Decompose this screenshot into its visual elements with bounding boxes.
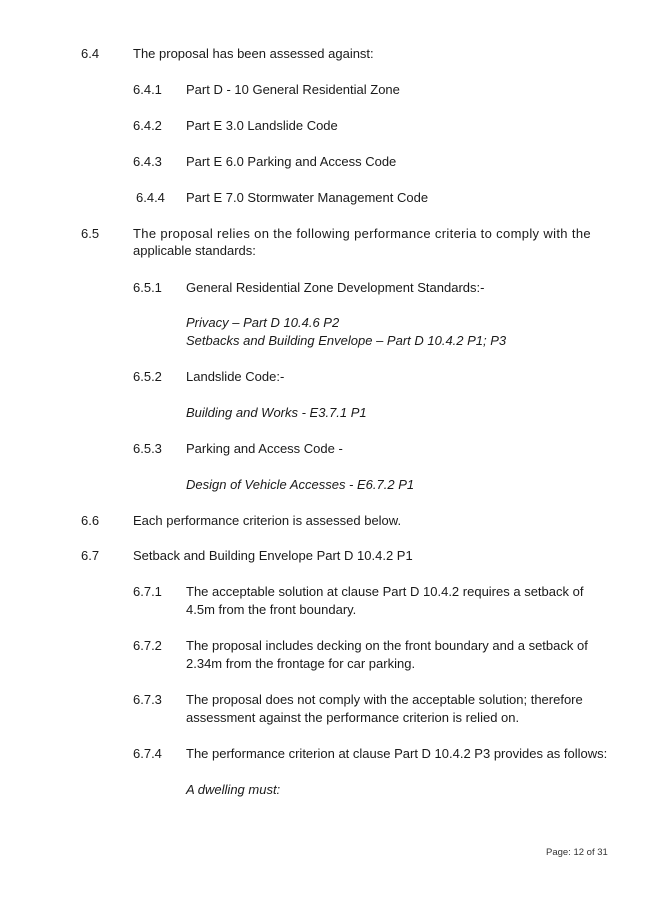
item-number: 6.4.1 (133, 82, 162, 97)
section-text-line2: applicable standards: (133, 243, 256, 258)
item-text: Landslide Code:- (186, 369, 285, 384)
item-text: Part E 6.0 Parking and Access Code (186, 154, 397, 169)
item-text: Part E 3.0 Landslide Code (186, 118, 338, 133)
section-text: Each performance criterion is assessed below. (133, 513, 402, 528)
criterion-reference: Privacy – Part D 10.4.6 P2 (186, 315, 340, 330)
item-text: Part D - 10 General Residential Zone (186, 82, 400, 97)
item-number: 6.7.2 (133, 638, 162, 653)
section-text: Setback and Building Envelope Part D 10.4.2 P1 (133, 548, 413, 563)
section-text-line1: The proposal relies on the following performance criteria to comply with the (133, 226, 591, 241)
item-number: 6.5.1 (133, 280, 162, 295)
item-text: General Residential Zone Development Standards:- (186, 280, 485, 295)
item-text-line1: The proposal includes decking on the front boundary and a setback of (186, 638, 588, 653)
item-number: 6.5.2 (133, 369, 162, 384)
item-text-line1: The proposal does not comply with the acceptable solution; therefore (186, 692, 583, 707)
item-number: 6.7.4 (133, 746, 162, 761)
item-text-line2: 4.5m from the front boundary. (186, 602, 357, 617)
section-number: 6.5 (81, 226, 100, 241)
quoted-criterion: A dwelling must: (186, 782, 281, 797)
item-text: Part E 7.0 Stormwater Management Code (186, 190, 429, 205)
section-number: 6.6 (81, 513, 100, 528)
item-number: 6.7.3 (133, 692, 162, 707)
item-number: 6.4.3 (133, 154, 162, 169)
section-text: The proposal has been assessed against: (133, 46, 374, 61)
item-number: 6.5.3 (133, 441, 162, 456)
item-text-line1: The acceptable solution at clause Part D 10.4.2 requires a setback of (186, 584, 584, 599)
criterion-reference: Building and Works - E3.7.1 P1 (186, 405, 367, 420)
item-text-line1: The performance criterion at clause Part D 10.4.2 P3 provides as follows: (186, 746, 608, 761)
item-text: Parking and Access Code - (186, 441, 343, 456)
section-number: 6.7 (81, 548, 100, 563)
criterion-reference: Setbacks and Building Envelope – Part D 10.4.2 P1; P3 (186, 333, 507, 348)
page-number: Page: 12 of 31 (546, 847, 608, 858)
criterion-reference: Design of Vehicle Accesses - E6.7.2 P1 (186, 477, 415, 492)
item-number: 6.7.1 (133, 584, 162, 599)
item-number: 6.4.2 (133, 118, 162, 133)
item-text-line2: assessment against the performance criterion is relied on. (186, 710, 520, 725)
item-number: 6.4.4 (136, 190, 165, 205)
item-text-line2: 2.34m from the frontage for car parking. (186, 656, 416, 671)
section-number: 6.4 (81, 46, 100, 61)
